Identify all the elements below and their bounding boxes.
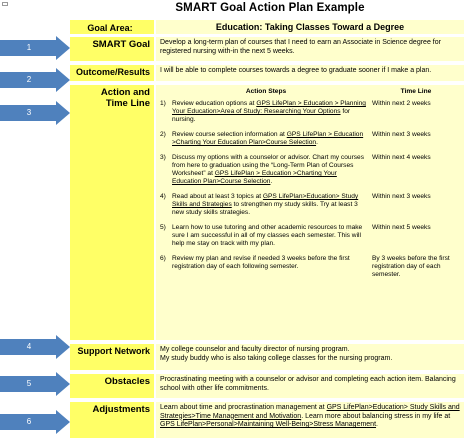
goal-area-row — [70, 20, 464, 36]
action-step-number: 5) — [160, 224, 166, 231]
support-text — [156, 344, 464, 370]
action-step-post: for nursing. — [172, 108, 351, 123]
action-step-text — [172, 100, 372, 124]
callout-arrow-2 — [0, 68, 70, 92]
action-step-time: Within next 3 weeks — [372, 193, 431, 200]
callout-number-5: 5 — [26, 379, 32, 388]
action-step-text — [172, 131, 372, 147]
action-step-time: Within next 5 weeks — [372, 224, 431, 231]
action-step-pre: Review course selection information at — [172, 131, 287, 138]
smart-goal-text: Develop a long-term plan of courses that I need to earn an Associate in Science degree for registered nursing with-in the next 5 weeks. — [156, 37, 464, 61]
callout-number-6: 6 — [26, 417, 32, 426]
goal-area-label: Goal Area: — [70, 20, 154, 34]
callout-arrow-1 — [0, 36, 70, 60]
action-steps-header — [160, 88, 460, 96]
obstacles-row — [70, 374, 464, 400]
smart-goal-label: SMART Goal — [70, 37, 154, 61]
action-step-number: 4) — [160, 193, 166, 200]
action-step — [160, 154, 460, 186]
callout-number-2: 2 — [26, 75, 32, 84]
action-step-pre: Discuss my options with a counselor or advisor. Chart my courses from here to graduation using the “Long-Term Plan of Courses Worksheet” at — [172, 154, 365, 177]
callout-arrow-6 — [0, 410, 70, 434]
action-step — [160, 255, 460, 279]
support-label: Support Network — [70, 344, 154, 370]
action-step-time: Within next 4 weeks — [372, 154, 431, 161]
action-label — [70, 85, 154, 340]
action-step-link[interactable]: GPS LifePlan>Education> Study Skills and Strategies — [172, 193, 359, 208]
action-step-text — [172, 224, 372, 248]
action-step-post: . — [316, 139, 318, 146]
col-time-line: Time Line — [400, 88, 432, 95]
action-plan-table — [70, 20, 464, 438]
action-steps-list — [160, 100, 460, 279]
action-step — [160, 131, 460, 147]
action-row — [70, 85, 464, 342]
adjustments-link-stress-management[interactable]: GPS LifePlan>Personal>Maintaining Well-Being>Stress Management — [160, 421, 377, 428]
support-line-2: My study buddy who is also taking college classes for the nursing program. — [160, 354, 393, 362]
action-step-number: 2) — [160, 131, 166, 138]
adjustments-text — [156, 402, 464, 438]
document-corner-icon — [2, 2, 8, 6]
page-title: SMART Goal Action Plan Example — [175, 2, 365, 14]
callout-number-4: 4 — [26, 342, 32, 351]
adjustments-link-time-management[interactable]: GPS LifePlan>Education> Study Skills and Strategies>Time Management and Motivation — [160, 404, 460, 420]
action-step-number: 1) — [160, 100, 166, 107]
action-content — [156, 85, 464, 340]
action-step-link[interactable]: GPS LifePlan > Education > Planning Your Education>Area of Study: Researching Your Options — [172, 100, 366, 115]
action-step-pre: Read about at least 3 topics at — [172, 193, 263, 200]
action-step-time: Within next 2 weeks — [372, 100, 431, 107]
callout-arrow-4 — [0, 335, 70, 359]
action-step-pre: Review education options at — [172, 100, 257, 107]
obstacles-label: Obstacles — [70, 374, 154, 398]
callout-arrow-5 — [0, 372, 70, 396]
adjustments-row — [70, 402, 464, 438]
action-step-link[interactable]: GPS LifePlan > Education >Charting Your Education Plan>Course Selection — [172, 131, 364, 146]
action-step-time: By 3 weeks before the first registration day of each semester. — [372, 255, 450, 278]
support-row — [70, 344, 464, 372]
action-label-line2: Time Line — [105, 98, 150, 109]
adjustments-pre: Learn about time and procrastination management at — [160, 404, 327, 411]
action-step-text — [172, 193, 372, 217]
adjustments-label: Adjustments — [70, 402, 154, 438]
action-step-pre: Learn how to use tutoring and other academic resources to make sure I am successful in all of my classes each semester. This will help me stay on track with my plan. — [172, 224, 363, 247]
action-step — [160, 100, 460, 124]
outcome-label: Outcome/Results — [70, 65, 154, 81]
col-action-steps: Action Steps — [245, 88, 287, 95]
action-step-link[interactable]: GPS LifePlan > Education >Charting Your Education Plan>Course Selection — [172, 170, 337, 185]
adjustments-mid: . Learn more about balancing stress in my life at — [301, 412, 451, 420]
action-step-post: to strengthen my study skills. Try at least 3 new study skills strategies. — [172, 201, 358, 216]
action-step-text — [172, 154, 372, 186]
outcome-row — [70, 65, 464, 83]
outcome-text: I will be able to complete courses towards a degree to graduate sooner if I make a plan. — [156, 65, 464, 81]
smart-goal-row — [70, 37, 464, 63]
support-line-1: My college counselor and faculty director of nursing program. — [160, 346, 350, 353]
action-step-number: 6) — [160, 255, 166, 262]
obstacles-text: Procrastinating meeting with a counselor or advisor and completing each action item. Balancing school with other life commitments. — [156, 374, 464, 398]
goal-area-value: Education: Taking Classes Toward a Degree — [156, 20, 464, 34]
action-step-number: 3) — [160, 154, 166, 161]
callout-number-3: 3 — [26, 108, 32, 117]
adjustments-post: . — [376, 421, 378, 428]
action-step — [160, 193, 460, 217]
action-label-line1: Action and — [100, 87, 150, 98]
action-step-post: . — [270, 178, 273, 185]
action-step-text — [172, 255, 372, 279]
callout-number-1: 1 — [26, 43, 32, 52]
action-step-time: Within next 3 weeks — [372, 131, 431, 138]
callout-arrow-3 — [0, 101, 70, 125]
action-step — [160, 224, 460, 248]
action-step-pre: Review my plan and revise if needed 3 weeks before the first registration day of each following semester. — [172, 255, 350, 270]
